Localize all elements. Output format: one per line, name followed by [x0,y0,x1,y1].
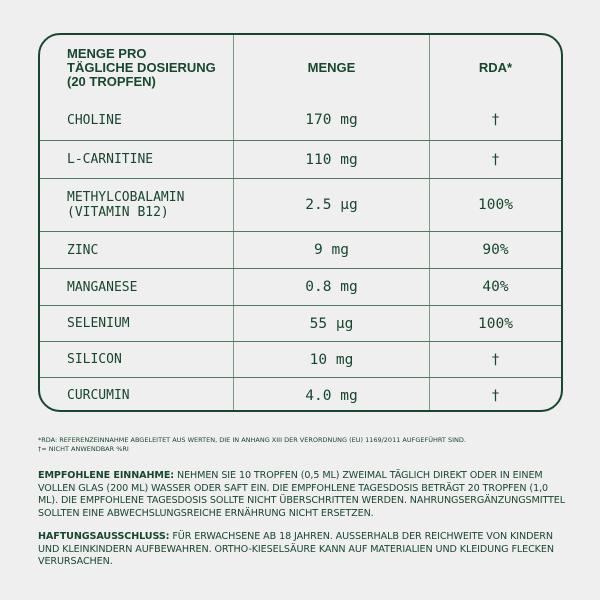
nutrient-name [40,179,234,231]
nutrient-amount: 170 mg [234,100,430,140]
header-line: TÄGLICHE DOSIERUNG [67,59,216,75]
nutrient-name-line: ZINC [67,242,99,258]
table-row [40,377,561,412]
table-header [40,35,561,100]
header-line: (20 TROPFEN) [67,73,156,89]
nutrient-name [40,378,234,412]
nutrient-name-line: MANGANESE [67,279,138,295]
intake-label: EMPFOHLENE EINNAHME: [38,470,175,481]
nutrient-name-line: CHOLINE [67,112,122,128]
nutrient-amount: 9 mg [234,232,430,268]
nutrient-rda: 100% [478,315,513,332]
dagger-footnote: †= NICHT ANWENDBAR %RI [38,445,129,453]
table-row [40,100,561,140]
nutrient-amount: 10 mg [234,342,430,377]
nutrient-name-line: (VITAMIN B12) [67,205,169,220]
nutrient-rda: 40% [482,279,509,295]
nutrition-table [38,33,563,412]
header-rda: RDA* [478,59,513,75]
nutrient-rda: † [491,351,500,368]
nutrient-name [40,141,234,178]
nutrient-name [40,232,234,268]
table-row [40,140,561,178]
disclaimer-paragraph [38,531,568,569]
nutrient-amount: 110 mg [234,141,430,178]
nutrient-name-line: SELENIUM [67,316,130,331]
nutrient-rda: † [491,151,500,168]
nutrient-amount: 2.5 µg [234,179,430,231]
disclaimer-text: FÜR ERWACHSENE AB 18 JAHREN. AUSSERHALB DER REICHWEITE VON KINDERN UND KLEINKINDERN AUFBEWAHREN. ORTHO-KIESELSÄURE KANN AUF MATERIALIEN UND KLEIDUNG FLECKEN VERURSACHEN. [38,531,554,568]
disclaimer-label: HAFTUNGSAUSSCHLUSS: [38,531,170,542]
nutrient-rda: 90% [482,242,509,258]
intake-paragraph [38,470,568,521]
table-row [40,231,561,268]
nutrient-amount: 4.0 mg [234,378,430,412]
nutrient-name-line: CURCUMIN [67,388,130,403]
nutrient-name [40,100,234,140]
header-serving [40,35,234,100]
header-amount: MENGE [234,35,430,100]
table-row [40,341,561,377]
footnotes [38,436,568,454]
nutrient-name [40,306,234,341]
rda-footnote: *RDA: REFERENZEINNAHME ABGELEITET AUS WERTEN, DIE IN ANHANG XIII DER VERORDNUNG (EU) 1169/2011 AUFGEFÜHRT SIND. [38,436,466,444]
header-line: MENGE PRO [67,45,147,61]
nutrient-name [40,269,234,305]
table-row [40,305,561,341]
nutrient-amount: 55 µg [234,306,430,341]
nutrient-rda: 100% [478,197,513,213]
table-row [40,268,561,305]
intake-text: NEHMEN SIE 10 TROPFEN (0,5 ML) ZWEIMAL TÄGLICH DIREKT ODER IN EINEM VOLLEN GLAS (200 ML) WASSER ODER SAFT EIN. DIE EMPFOHLENE TAGESDOSIS BETRÄGT 20 TROPFEN (1,0 ML). DIE EMPFOHLENE TAGESDOSIS SOLLTE NICHT ÜBERSCHRITTEN WERDEN. NAHRUNGSERGÄNZUNGSMITTEL SOLLTEN EINE ABWECHSLUNGSREICHE ERNÄHRUNG NICHT ERSETZEN. [38,470,566,520]
table-row [40,178,561,231]
nutrient-name-line: SILICON [67,352,122,367]
nutrient-name-line: L-CARNITINE [67,152,154,167]
nutrient-rda: † [491,387,500,404]
nutrient-amount: 0.8 mg [234,269,430,305]
nutrient-name [40,342,234,377]
nutrient-rda: † [491,112,500,128]
nutrient-name-line: METHYLCOBALAMIN [67,190,185,205]
